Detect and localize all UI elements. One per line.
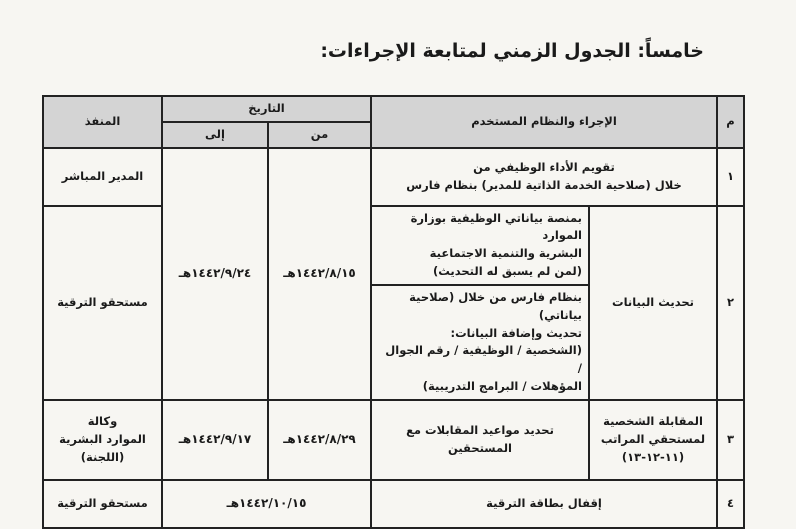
text-line: تحديث وإضافة البيانات: — [450, 325, 582, 340]
text-line: تقويم الأداء الوظيفي من — [473, 159, 615, 174]
date-from-cell: ١٤٤٢/٨/١٥هـ — [268, 148, 371, 400]
executor-cell: مستحقو الترقية — [43, 480, 162, 528]
text-line: وكالة — [87, 414, 118, 429]
table-row — [43, 148, 744, 206]
table-row — [43, 480, 744, 528]
procedure-cell — [371, 285, 589, 400]
text-line: البشرية والتنمية الاجتماعية — [429, 246, 582, 261]
header-no: م — [717, 96, 744, 148]
text-line: المقابلة الشخصية — [603, 414, 703, 429]
date-from-cell: ١٤٤٢/٨/٢٩هـ — [268, 400, 371, 480]
table-row — [43, 206, 744, 285]
row-number: ٣ — [717, 400, 744, 480]
category-cell — [589, 400, 717, 480]
date-cell: ١٤٤٢/١٠/١٥هـ — [162, 480, 371, 528]
procedure-cell — [371, 206, 589, 285]
header-to: إلى — [162, 122, 268, 148]
text-line: (١١-١٢-١٣) — [621, 449, 685, 464]
procedure-cell: تحديد مواعيد المقابلات مع المستحقين — [371, 400, 589, 480]
text-line: المؤهلات / البرامج التدريبية) — [422, 378, 582, 393]
row-number: ٤ — [717, 480, 744, 528]
date-to-cell: ١٤٤٢/٩/٢٤هـ — [162, 148, 268, 400]
header-executor: المنفذ — [43, 96, 162, 148]
header-procedure: الإجراء والنظام المستخدم — [371, 96, 717, 148]
header-date: التاريخ — [162, 96, 371, 122]
text-line: لمستحقي المراتب — [600, 431, 706, 446]
executor-cell: المدير المباشر — [43, 148, 162, 206]
text-line: الموارد البشرية — [59, 431, 146, 446]
header-from: من — [268, 122, 371, 148]
category-cell: تحديث البيانات — [589, 206, 717, 400]
date-to-cell: ١٤٤٢/٩/١٧هـ — [162, 400, 268, 480]
text-line: (لمن لم يسبق له التحديث) — [433, 264, 582, 279]
procedure-cell — [371, 148, 717, 206]
text-line: (اللجنة) — [80, 449, 125, 464]
procedure-cell: إقفال بطاقة الترقية — [371, 480, 717, 528]
text-line: بنظام فارس من خلال (صلاحية بياناتي) — [409, 289, 582, 322]
page-title: خامساً: الجدول الزمني لمتابعة الإجراءات: — [320, 40, 704, 62]
table-row — [43, 400, 744, 480]
executor-cell — [43, 400, 162, 480]
text-line: خلال (صلاحية الخدمة الذاتية للمدير) بنظام فارس — [406, 177, 682, 192]
row-number: ١ — [717, 148, 744, 206]
text-line: (الشخصية / الوظيفية / رقم الجوال / — [385, 343, 582, 376]
text-line: بمنصة بياناتي الوظيفية بوزارة الموارد — [410, 210, 582, 243]
timeline-table — [42, 95, 745, 529]
executor-cell: مستحقو الترقية — [43, 206, 162, 400]
row-number: ٢ — [717, 206, 744, 400]
